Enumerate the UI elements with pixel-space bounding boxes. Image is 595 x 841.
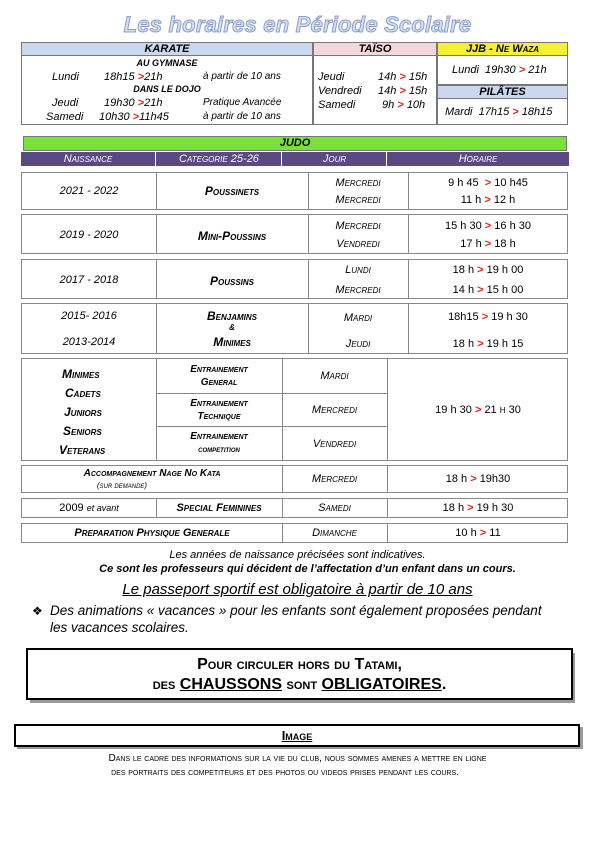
training-line: competition [198,444,240,454]
row-category: Benjamins [206,309,257,323]
tatami-obligatoires: OBLIGATOIRES [321,676,442,693]
time-end: 10 h45 [494,177,528,189]
row-category-amp: & [229,323,235,332]
pilates-header-label: PILÂTES [479,86,526,98]
taiso-row-1 [318,71,344,83]
taiso-end: 10h [406,99,426,111]
image-text-2: des portraits des competiteurs et des photos ou videos prises pendant les cours. [111,767,459,778]
jjb-header [437,42,568,56]
taiso-day: Samedi [318,99,356,111]
karate-jeudi-day: Jeudi [52,97,79,109]
group-label: Seniors [63,424,102,438]
training-line: Entrainement [190,431,248,442]
row-time: 11 h > 12 h [460,194,516,206]
row-day: Mardi [343,312,373,324]
row-sublabel: (sur demande) [96,481,148,490]
time-start: 15 h 30 [445,220,482,232]
karate-lundi-note: à partir de 10 ans [203,71,281,82]
image-header-label: Image [281,728,313,743]
time-start: 17 h [460,238,482,250]
tatami-sont: sont [286,676,318,693]
row-years: 2019 - 2020 [59,229,119,241]
taiso-start: 14h [378,85,397,97]
taiso-end: 15h [408,71,428,83]
judo-row-poussinets [21,172,568,210]
judo-row-ppg [21,523,568,543]
time-end: 16 h 30 [494,220,531,232]
row-years: 2015- 2016 [61,310,117,322]
row-label: Accompagnement Nage No Kata [83,468,221,479]
time-start: 18 h [452,264,475,276]
taiso-time-3: 9h > 10h [382,99,426,111]
pilates-header [437,85,568,99]
group-label: Minimes [62,367,100,381]
taiso-row-2 [318,85,362,97]
row-category: Mini-Poussins [197,229,267,243]
time-start: 19 h 30 [435,404,472,416]
row-day: Mardi [320,370,349,382]
row-day: Mercredi [335,220,381,232]
col-horaire: Horaire [386,152,569,166]
image-text-1: Dans le cadre des informations sur la vie du club, nous sommes amenes a mettre en ligne [108,753,487,764]
row-time: 17 h > 18 h [460,238,516,250]
jjb-header-label: JJB - Ne Waza [465,43,540,55]
time-start: 18 h [442,502,465,514]
karate-samedi-time: 10h30 >11h45 [99,111,169,123]
note-professeurs: Ce sont les professeurs qui décident de l’affectation d’un enfant dans un cours. [99,563,516,575]
karate-samedi-day: Samedi [46,111,84,123]
training-type [156,397,282,423]
row-day: Mercredi [335,194,381,206]
page-title: Les horaires en Période Scolaire [123,12,472,37]
row-time: 18 h > 19 h 15 [452,338,524,350]
row-time: 18h15 > 19 h 30 [448,311,528,323]
time-end: 19h30 [479,473,511,485]
passport-notice: Le passeport sportif est obligatoire à partir de 10 ans [122,581,473,598]
time-start: 18 h [452,338,475,350]
row-time: 18 h > 19 h 30 [442,502,514,514]
row-day: Lundi [345,264,371,276]
karate-lundi-day: Lundi [52,71,79,83]
judo-header-label: JUDO [279,137,311,149]
taiso-start: 14h [378,71,397,83]
row-years [22,502,156,514]
col-categorie: Categorie 25-26 [155,152,282,166]
karate-header [21,42,313,56]
judo-row-feminines [21,498,568,518]
jjb-end: 21h [528,64,547,76]
pilates-schedule: Mardi 17h15 > 18h15 [445,106,553,118]
karate-samedi-end: 11h45 [139,111,169,123]
time-start: 10 h [455,527,477,539]
time-end-suffix: h 30 [499,404,521,416]
judo-header [23,136,567,151]
taiso-start: 9h [382,99,395,111]
row-time: 14 h > 15 h 00 [452,284,524,296]
training-line: General [200,377,238,388]
karate-samedi-start: 10h30 [99,111,130,123]
pilates-start: 17h15 [478,106,510,118]
karate-jeudi-start: 19h30 [104,97,135,109]
group-label: Cadets [65,386,101,400]
years-suffix: et avant [86,503,119,513]
time-start: 18h15 [448,311,479,323]
vacances-text-1: Des animations « vacances » pour les enfants sont également proposées pendant [50,603,542,618]
time-start: 14 h [452,284,475,296]
note-indicative: Les années de naissance précisées sont indicatives. [169,549,426,561]
time-end: 19 h 30 [476,502,514,514]
taiso-end: 15h [408,85,428,97]
row-time: 9 h 45 > 10 h45 [448,177,528,189]
karate-samedi-note: à partir de 10 ans [203,111,281,122]
time-end: 18 h [494,238,516,250]
image-header-box [14,724,580,747]
col-naissance: Naissance [21,152,155,166]
taiso-time-1: 14h > 15h [378,71,428,83]
judo-row-poussins [21,259,568,299]
group-label: Juniors [64,405,102,419]
karate-lundi-start: 18h15 [104,71,135,83]
row-day: Mercredi [335,177,381,189]
group-label: Veterans [59,443,106,457]
taiso-day: Jeudi [318,71,345,83]
jjb-schedule: Lundi 19h30 > 21h [452,64,547,76]
karate-header-label: KARATE [144,43,190,55]
time-end: 19 h 00 [486,264,524,276]
karate-lundi-end: 21h [144,71,163,83]
row-years: 2013-2014 [62,336,116,348]
bullet-icon: ❖ [32,604,43,618]
karate-gymnase-label: AU GYMNASE [136,58,198,68]
row-day: Jeudi [345,338,371,350]
judo-row-nage-no-kata [21,465,568,493]
row-category: Poussinets [204,184,260,198]
row-day: Vendredi [336,238,380,250]
karate-jeudi-time: 19h30 >21h [104,97,163,109]
row-category: Poussins [209,274,254,288]
row-day: Mercredi [311,404,358,416]
judo-row-mini-poussins [21,214,568,254]
taiso-time-2: 14h > 15h [378,85,428,97]
row-day: Vendredi [312,438,357,450]
training-type [156,363,282,389]
time-end: 19 h 30 [491,311,528,323]
row-time: 18 h > 19 h 00 [452,264,524,276]
tatami-des: des [152,676,176,693]
row-day: Dimanche [312,527,357,539]
training-line: Technique [197,411,241,422]
row-time: 15 h 30 > 16 h 30 [445,220,531,232]
taiso-row-3 [318,99,355,111]
row-years: 2021 - 2022 [59,185,119,197]
karate-lundi-time: 18h15 >21h [104,71,163,83]
row-day: Samedi [318,502,351,514]
pilates-day: Mardi [445,106,473,118]
judo-row-adults [21,358,568,461]
vacances-text-2: les vacances scolaires. [50,620,189,635]
row-day: Mercredi [335,284,381,296]
col-jour: Jour [281,152,387,166]
row-time: 18 h > 19h30 [445,473,511,485]
time-end: 11 [489,527,501,539]
jjb-start: 19h30 [485,64,516,76]
time-end: 21 [484,404,497,416]
time-end: 19 h 15 [486,338,524,350]
row-time: 19 h 30 > 21 h 30 [435,404,521,416]
training-line: Entrainement [190,364,248,375]
taiso-header-label: TAÏSO [358,43,392,55]
time-start: 18 h [445,473,468,485]
tatami-notice-box [26,648,573,700]
training-line: Entrainement [190,398,248,409]
row-category: Special Feminines [176,502,262,514]
time-end: 12 h [493,194,516,206]
pilates-end: 18h15 [521,106,553,118]
row-category: Minimes [213,335,251,349]
karate-jeudi-note: Pratique Avancée [203,97,282,108]
row-time: 10 h > 11 [455,527,501,539]
jjb-day: Lundi [452,64,479,76]
tatami-dot: . [441,676,447,693]
taiso-day: Vendredi [318,85,362,97]
time-start: 11 h [460,194,482,206]
karate-dojo-label: DANS LE DOJO [133,84,201,94]
row-day: Mercredi [311,473,358,485]
row-label: Preparation Physique Generale [74,527,230,539]
judo-row-benjamins-minimes [21,303,568,354]
time-start: 9 h 45 [448,177,479,189]
time-end: 15 h 00 [486,284,524,296]
karate-jeudi-end: 21h [144,97,163,109]
taiso-header [313,42,437,56]
years-value: 2009 [59,502,84,514]
tatami-chaussons: CHAUSSONS [179,676,283,693]
tatami-line-1: Pour circuler hors du Tatami, [197,656,402,673]
judo-column-header-bar [21,152,568,166]
row-years: 2017 - 2018 [59,274,119,286]
training-type [156,430,282,456]
tatami-line-2 [28,676,571,694]
